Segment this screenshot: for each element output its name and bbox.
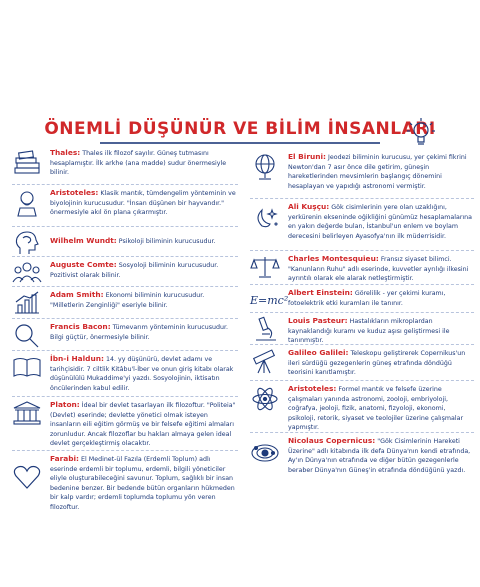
entry-farabi [12,454,238,514]
entry-text: "Gök Cisimlerinin Hareketi Üzerine" adlı kitabında ilk defa Dünya'nın kendi etrafında, Ay'ın Dünya'nın etrafında ve diğer bütün gezegenlerle beraber Dünya'nın Güneş'in etrafında döndüğünü yazdı. [288,438,471,474]
title-underline [100,142,380,144]
entry-pasteur [250,316,474,344]
separator [250,432,474,434]
separator [12,450,238,452]
entry-text: 14. yy düşünürü, devlet adamı ve tarihçisidir. 7 ciltlik Kitâbu'l-İber ve onun giriş kitabı olarak düşünülülü Mukaddime'yi yazdı. Sosyolojinin, iktisatın öncülerinden kabul edilir. [50,356,234,392]
entry-name: El Biruni: [288,152,326,161]
entry-text: Hastalıkların mikroplardan kaynaklandığı kuramı ve kuduz aşısı geliştirmesi ile tanınmıştır. [288,318,450,345]
entry-name: Galileo Galilei: [288,348,349,357]
entry-haldun [12,354,238,394]
entry-name: Charles Montesquieu: [288,254,379,263]
entry-name: Francis Bacon: [50,322,111,331]
entry-smith [12,290,238,318]
separator [250,312,474,314]
telescope-icon [250,348,280,378]
bust-icon [12,188,42,218]
entry-name: Farabi: [50,454,80,463]
separator [12,184,238,186]
bar-chart-icon [12,290,42,320]
globe-icon [250,152,280,182]
entry-text: Thales ilk filozof sayılır. Güneş tutmasını hesaplamıştır. İlk arkhe (ana madde) sudur önermesiyle bilinir. [50,150,227,177]
entry-name: Albert Einstein: [288,288,353,297]
separator [12,286,238,288]
entry-text: Psikoloji biliminin kurucusudur. [118,238,216,245]
entry-text: Formel mantık ve felsefe üzerine çalışmaları yanında astronomi, zooloji, embriyoloji, coğrafya, jeoloji, fizik, anatomi, fizyoloji, ekonomi, psikoloji, retorik, siyaset ve teolojiler üzerine çalışmalar yapmıştır. [288,386,464,432]
separator [12,256,238,258]
separator [12,318,238,320]
atom-icon [250,384,280,414]
entry-einstein [250,288,474,312]
entry-name: Auguste Comte: [50,260,117,269]
entry-biruni [250,152,474,196]
entry-name: Adam Smith: [50,290,104,299]
separator [250,198,474,200]
entry-copernicus [250,436,474,486]
heart-icon [12,464,42,494]
entry-name: Nicolaus Copernicus: [288,436,376,445]
separator [12,350,238,352]
solar-system-icon [250,440,280,470]
entry-comte [12,260,238,286]
entry-bacon [12,322,238,350]
entry-name: Aristoteles: [288,384,337,393]
entry-name: Thales: [50,148,81,157]
separator [250,344,474,346]
open-book-icon [12,354,42,384]
separator [250,284,474,286]
entry-text: Tümevarım yönteminin kurucusudur. Bilgi güçtür, önermesiyle bilinir. [50,324,228,341]
entry-aristoteles-2 [250,384,474,432]
temple-icon [12,400,42,430]
entry-text: Sosyoloji biliminin kurucusudur. Pozitivist olarak bilinir. [50,262,219,279]
separator [12,396,238,398]
entry-name: Wilhelm Wundt: [50,236,117,245]
entry-text: Gök cisimlerinin yere olan uzaklığını, yerkürenin ekseninde oğikliğini günümüz hesaplamalarına en yakın değerde bulan, İstanbul'un enlem ve boylam derecesini belirleyen Ayasofya'nın ilk müderrisidir. [288,204,473,240]
moon-stars-icon [250,206,280,236]
microscope-icon [250,316,280,346]
entry-text: İdeal bir devlet tasarlayan ilk filozoftur. "Politeia" (Devlet) eserinde; devlette yönetici olmak isteyen insanların eili eğitim görmüş ve bir felsefe eğitimi almaları zorunludur. Ancak filozoflar bu hakları almaya gelen ideal devlet gerçekleştirmiş olacaktır. [50,402,236,448]
entry-text: Teleskopu geliştirerek Copernikus'un ileri sürdüğü gezegenlerin güneş etrafında döndüğü teorisini kanıtlamıştır. [288,350,466,377]
lightbulb-icon [407,117,435,151]
magnifier-icon [12,322,42,352]
page-title: ÖNEMLİ DÜŞÜNÜR VE BİLİM İNSANLARI [44,119,436,139]
entry-text: Fransız siyaset bilimci. "Kanunların Ruhu" adlı eserinde, kuvvetler ayrılığı ilkesini ayrıntılı olarak ele alarak netleştirmiştir. [288,256,469,283]
entry-text: El Medinet-ül Fazıla (Erdemli Toplum) adlı eserinde erdemli bir toplumu, erdemli, bilgili yöneticiler eliyle oluşturabileceğini savunur. Toplum, sağlıklı bir insan bedenine benzer. Bir bedende bütün organların hükmeden bir kalp vardır; erdemli toplumda toplumu yön veren filozoftur. [50,456,235,511]
entry-aristoteles [12,188,238,226]
entry-text: Klasik mantık, tümdengelim yönteminin ve biyolojinin kurucusudur. "İnsan düşünen bir hayvandır." önermesiyle akıl ön plana çıkarmıştır. [50,190,236,217]
entry-platon [12,400,238,450]
entry-montesquieu [250,254,474,284]
svg-text:E=mc²: E=mc² [250,294,289,307]
entry-name: İbn-i Haldun: [50,354,104,363]
entry-text: Ekonomi biliminin kurucusudur. "Milletlerin Zenginliği" eseriyle bilinir. [50,292,205,309]
entry-galilei [250,348,474,378]
entry-kuscu [250,202,474,250]
entry-thales [12,148,238,184]
entry-name: Aristoteles: [50,188,99,197]
separator [250,380,474,382]
separator [12,226,238,228]
entry-wundt [12,230,238,256]
entry-text: Görelilik - yer çekimi kuramı, fotoelektrik etki kuramları ile tanınır. [288,290,446,307]
books-icon [12,148,42,178]
separator [250,250,474,252]
entry-name: Platon: [50,400,80,409]
entry-text: Jeodezi biliminin kurucusu, yer çekimi fikrini Newton'dan 7 asır önce dile getirim, güneşin hareketlerinden mevsimlerin başlangıç dönemini hesaplayan ve yapıdığı astronomi vermiştir. [288,154,467,190]
entry-name: Louis Pasteur: [288,316,348,325]
entry-name: Ali Kuşçu: [288,202,330,211]
scales-icon [250,254,280,284]
